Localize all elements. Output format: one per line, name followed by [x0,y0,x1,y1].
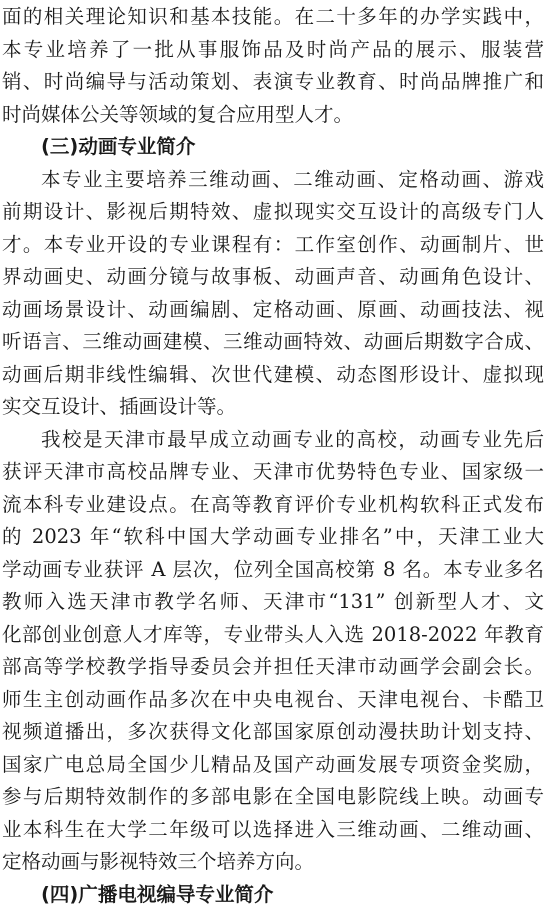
animation-p2-line-7: 化部创业创意人才库等，专业带头人入选 2018-2022 年教育 [2,619,544,652]
intro-line-2: 本专业培养了一批从事服饰品及时尚产品的展示、服装营 [2,34,544,67]
animation-p1-line-5: 动画场景设计、动画编剧、定格动画、原画、动画技法、视 [2,294,544,327]
animation-p2-line-14: 定格动画与影视特效三个培养方向。 [2,846,544,879]
animation-p2-line-8: 部高等学校教学指导委员会并担任天津市动画学会副会长。 [2,651,544,684]
animation-paragraph-2 [2,424,544,879]
animation-p2-line-3: 流本科专业建设点。在高等教育评价专业机构软科正式发布 [2,489,544,522]
animation-p1-line-3: 才。本专业开设的专业课程有：工作室创作、动画制片、世 [2,229,544,262]
animation-p2-line-5: 学动画专业获评 A 层次，位列全国高校第 8 名。本专业多名 [2,554,544,587]
animation-p2-line-12: 参与后期特效制作的多部电影在全国电影院线上映。动画专 [2,781,544,814]
animation-paragraph-1 [2,164,544,424]
animation-p2-line-4: 的 2023 年“软科中国大学动画专业排名”中，天津工业大 [2,521,544,554]
animation-p1-line-6: 听语言、三维动画建模、三维动画特效、动画后期数字合成、 [2,326,544,359]
animation-p2-line-11: 国家广电总局全国少儿精品及国产动画发展专项资金奖励， [2,749,544,782]
section-3-heading: (三)动画专业简介 [2,131,544,164]
intro-line-1: 面的相关理论知识和基本技能。在二十多年的办学实践中， [2,1,544,34]
animation-p1-line-2: 前期设计、影视后期特效、虚拟现实交互设计的高级专门人 [2,196,544,229]
animation-p1-line-7: 动画后期非线性编辑、次世代建模、动态图形设计、虚拟现 [2,359,544,392]
animation-p2-line-13: 业本科生在大学二年级可以选择进入三维动画、二维动画、 [2,814,544,847]
animation-p1-line-8: 实交互设计、插画设计等。 [2,391,544,424]
animation-p1-line-1: 本专业主要培养三维动画、二维动画、定格动画、游戏 [2,164,544,197]
animation-p2-line-10: 视频道播出，多次获得文化部国家原创动漫扶助计划支持、 [2,716,544,749]
animation-p2-line-1: 我校是天津市最早成立动画专业的高校，动画专业先后 [2,424,544,457]
animation-p2-line-9: 师生主创动画作品多次在中央电视台、天津电视台、卡酷卫 [2,684,544,717]
intro-line-4: 时尚媒体公关等领域的复合应用型人才。 [2,99,544,132]
section-4-heading: (四)广播电视编导专业简介 [2,879,544,911]
animation-p1-line-4: 界动画史、动画分镜与故事板、动画声音、动画角色设计、 [2,261,544,294]
intro-paragraph [2,1,544,131]
animation-p2-line-6: 教师入选天津市教学名师、天津市“131” 创新型人才、文 [2,586,544,619]
intro-line-3: 销、时尚编导与活动策划、表演专业教育、时尚品牌推广和 [2,66,544,99]
animation-p2-line-2: 获评天津市高校品牌专业、天津市优势特色专业、国家级一 [2,456,544,489]
